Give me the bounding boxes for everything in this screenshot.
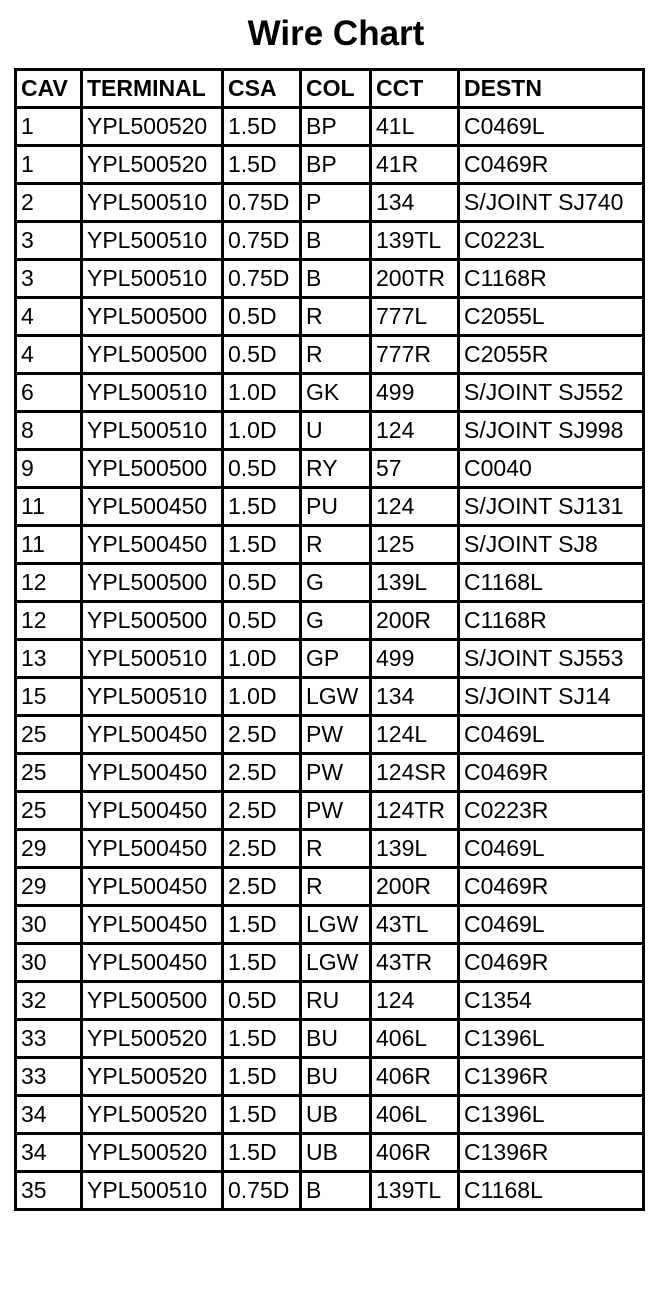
cell-cav: 25 — [16, 792, 82, 830]
cell-cav: 15 — [16, 678, 82, 716]
table-row — [16, 716, 644, 754]
table-row — [16, 1058, 644, 1096]
cell-terminal: YPL500450 — [82, 944, 223, 982]
cell-terminal: YPL500450 — [82, 830, 223, 868]
cell-csa: 0.5D — [223, 602, 301, 640]
cell-cct: 406L — [371, 1096, 459, 1134]
table-row — [16, 754, 644, 792]
cell-csa: 0.75D — [223, 260, 301, 298]
table-row — [16, 602, 644, 640]
cell-destn: C0223R — [459, 792, 644, 830]
cell-cct: 777R — [371, 336, 459, 374]
table-row — [16, 944, 644, 982]
cell-destn: C0469L — [459, 108, 644, 146]
cell-csa: 1.5D — [223, 488, 301, 526]
table-row — [16, 1096, 644, 1134]
table-row — [16, 488, 644, 526]
cell-cct: 777L — [371, 298, 459, 336]
table-header-row — [16, 70, 644, 108]
cell-csa: 2.5D — [223, 830, 301, 868]
cell-cct: 43TL — [371, 906, 459, 944]
column-header-cct: CCT — [371, 70, 459, 108]
table-row — [16, 564, 644, 602]
cell-terminal: YPL500450 — [82, 906, 223, 944]
cell-cct: 406R — [371, 1058, 459, 1096]
table-row — [16, 1172, 644, 1210]
cell-cav: 3 — [16, 222, 82, 260]
cell-csa: 1.0D — [223, 374, 301, 412]
cell-col: BP — [301, 108, 371, 146]
table-row — [16, 830, 644, 868]
cell-csa: 1.5D — [223, 146, 301, 184]
cell-terminal: YPL500510 — [82, 222, 223, 260]
cell-col: LGW — [301, 678, 371, 716]
cell-cav: 33 — [16, 1020, 82, 1058]
cell-col: B — [301, 1172, 371, 1210]
cell-cct: 139TL — [371, 222, 459, 260]
cell-terminal: YPL500500 — [82, 298, 223, 336]
cell-csa: 1.0D — [223, 640, 301, 678]
column-header-destn: DESTN — [459, 70, 644, 108]
cell-col: R — [301, 526, 371, 564]
table-row — [16, 222, 644, 260]
cell-destn: C0469R — [459, 868, 644, 906]
column-header-col: COL — [301, 70, 371, 108]
cell-csa: 0.5D — [223, 450, 301, 488]
cell-destn: C1168R — [459, 602, 644, 640]
cell-destn: C0469R — [459, 754, 644, 792]
cell-cav: 13 — [16, 640, 82, 678]
table-row — [16, 298, 644, 336]
cell-col: RU — [301, 982, 371, 1020]
cell-cct: 124L — [371, 716, 459, 754]
cell-terminal: YPL500450 — [82, 792, 223, 830]
cell-terminal: YPL500500 — [82, 564, 223, 602]
cell-destn: C1396L — [459, 1020, 644, 1058]
cell-col: U — [301, 412, 371, 450]
cell-cct: 41R — [371, 146, 459, 184]
cell-destn: S/JOINT SJ998 — [459, 412, 644, 450]
cell-cct: 139L — [371, 564, 459, 602]
cell-destn: S/JOINT SJ740 — [459, 184, 644, 222]
page-title: Wire Chart — [247, 14, 425, 53]
cell-cct: 200R — [371, 868, 459, 906]
cell-cct: 406L — [371, 1020, 459, 1058]
cell-terminal: YPL500520 — [82, 1058, 223, 1096]
cell-destn: C1396R — [459, 1134, 644, 1172]
cell-destn: C0469R — [459, 146, 644, 184]
cell-cav: 2 — [16, 184, 82, 222]
cell-cav: 8 — [16, 412, 82, 450]
cell-cav: 4 — [16, 336, 82, 374]
table-row — [16, 868, 644, 906]
cell-destn: C0040 — [459, 450, 644, 488]
cell-cav: 33 — [16, 1058, 82, 1096]
cell-csa: 0.5D — [223, 564, 301, 602]
cell-col: R — [301, 868, 371, 906]
cell-cct: 125 — [371, 526, 459, 564]
cell-col: R — [301, 336, 371, 374]
cell-terminal: YPL500510 — [82, 1172, 223, 1210]
cell-terminal: YPL500520 — [82, 146, 223, 184]
cell-csa: 1.5D — [223, 1134, 301, 1172]
cell-col: G — [301, 564, 371, 602]
cell-destn: C0469L — [459, 716, 644, 754]
cell-col: B — [301, 260, 371, 298]
table-row — [16, 260, 644, 298]
cell-destn: S/JOINT SJ553 — [459, 640, 644, 678]
cell-terminal: YPL500510 — [82, 640, 223, 678]
cell-col: B — [301, 222, 371, 260]
cell-col: GP — [301, 640, 371, 678]
cell-col: LGW — [301, 906, 371, 944]
cell-terminal: YPL500510 — [82, 412, 223, 450]
cell-cav: 1 — [16, 108, 82, 146]
cell-terminal: YPL500520 — [82, 108, 223, 146]
cell-cav: 9 — [16, 450, 82, 488]
cell-cct: 124SR — [371, 754, 459, 792]
column-header-csa: CSA — [223, 70, 301, 108]
cell-col: PU — [301, 488, 371, 526]
cell-destn: C0469L — [459, 906, 644, 944]
cell-cav: 29 — [16, 868, 82, 906]
cell-terminal: YPL500500 — [82, 336, 223, 374]
cell-cct: 124 — [371, 412, 459, 450]
cell-csa: 1.0D — [223, 412, 301, 450]
cell-cav: 6 — [16, 374, 82, 412]
cell-csa: 0.75D — [223, 1172, 301, 1210]
table-row — [16, 1020, 644, 1058]
cell-col: RY — [301, 450, 371, 488]
cell-cct: 139L — [371, 830, 459, 868]
table-row — [16, 336, 644, 374]
cell-destn: S/JOINT SJ552 — [459, 374, 644, 412]
cell-col: P — [301, 184, 371, 222]
cell-terminal: YPL500500 — [82, 602, 223, 640]
table-row — [16, 146, 644, 184]
cell-col: BU — [301, 1020, 371, 1058]
table-row — [16, 792, 644, 830]
cell-cav: 34 — [16, 1096, 82, 1134]
cell-cct: 139TL — [371, 1172, 459, 1210]
cell-terminal: YPL500450 — [82, 868, 223, 906]
cell-cav: 11 — [16, 526, 82, 564]
table-row — [16, 526, 644, 564]
cell-col: PW — [301, 716, 371, 754]
cell-cct: 134 — [371, 184, 459, 222]
cell-col: PW — [301, 754, 371, 792]
cell-cct: 124TR — [371, 792, 459, 830]
column-header-cav: CAV — [16, 70, 82, 108]
cell-csa: 1.0D — [223, 678, 301, 716]
cell-destn: S/JOINT SJ14 — [459, 678, 644, 716]
cell-cav: 3 — [16, 260, 82, 298]
cell-col: BU — [301, 1058, 371, 1096]
table-row — [16, 640, 644, 678]
table-row — [16, 906, 644, 944]
cell-csa: 1.5D — [223, 108, 301, 146]
cell-cav: 11 — [16, 488, 82, 526]
cell-cct: 499 — [371, 640, 459, 678]
cell-cav: 32 — [16, 982, 82, 1020]
cell-col: GK — [301, 374, 371, 412]
table-row — [16, 412, 644, 450]
cell-cct: 124 — [371, 982, 459, 1020]
cell-cct: 43TR — [371, 944, 459, 982]
cell-cav: 25 — [16, 716, 82, 754]
cell-csa: 2.5D — [223, 792, 301, 830]
cell-col: UB — [301, 1096, 371, 1134]
table-row — [16, 450, 644, 488]
cell-cav: 25 — [16, 754, 82, 792]
cell-col: UB — [301, 1134, 371, 1172]
cell-terminal: YPL500510 — [82, 374, 223, 412]
table-row — [16, 982, 644, 1020]
cell-csa: 0.5D — [223, 336, 301, 374]
cell-destn: C2055R — [459, 336, 644, 374]
table-body — [16, 108, 644, 1210]
cell-csa: 1.5D — [223, 1020, 301, 1058]
cell-destn: C1168L — [459, 564, 644, 602]
cell-col: BP — [301, 146, 371, 184]
cell-cct: 124 — [371, 488, 459, 526]
cell-csa: 2.5D — [223, 868, 301, 906]
cell-destn: C0469R — [459, 944, 644, 982]
cell-terminal: YPL500500 — [82, 450, 223, 488]
cell-terminal: YPL500510 — [82, 260, 223, 298]
cell-terminal: YPL500450 — [82, 716, 223, 754]
cell-col: G — [301, 602, 371, 640]
cell-cav: 35 — [16, 1172, 82, 1210]
cell-cav: 1 — [16, 146, 82, 184]
cell-cav: 30 — [16, 906, 82, 944]
cell-terminal: YPL500500 — [82, 982, 223, 1020]
cell-cct: 57 — [371, 450, 459, 488]
cell-cct: 200R — [371, 602, 459, 640]
cell-cct: 200TR — [371, 260, 459, 298]
cell-destn: C1168L — [459, 1172, 644, 1210]
cell-destn: C0469L — [459, 830, 644, 868]
cell-cav: 34 — [16, 1134, 82, 1172]
cell-terminal: YPL500520 — [82, 1020, 223, 1058]
cell-csa: 0.5D — [223, 982, 301, 1020]
cell-destn: C1354 — [459, 982, 644, 1020]
table-row — [16, 678, 644, 716]
cell-csa: 0.75D — [223, 184, 301, 222]
cell-csa: 1.5D — [223, 526, 301, 564]
cell-col: LGW — [301, 944, 371, 982]
cell-cct: 499 — [371, 374, 459, 412]
cell-cav: 4 — [16, 298, 82, 336]
cell-destn: C0223L — [459, 222, 644, 260]
cell-terminal: YPL500450 — [82, 526, 223, 564]
cell-cct: 406R — [371, 1134, 459, 1172]
cell-terminal: YPL500520 — [82, 1096, 223, 1134]
cell-csa: 1.5D — [223, 1058, 301, 1096]
column-header-terminal: TERMINAL — [82, 70, 223, 108]
cell-csa: 1.5D — [223, 1096, 301, 1134]
cell-destn: C1396L — [459, 1096, 644, 1134]
cell-cct: 134 — [371, 678, 459, 716]
cell-csa: 0.75D — [223, 222, 301, 260]
cell-csa: 2.5D — [223, 754, 301, 792]
table-row — [16, 374, 644, 412]
cell-csa: 0.5D — [223, 298, 301, 336]
wire-chart-table — [14, 68, 645, 1211]
cell-destn: S/JOINT SJ8 — [459, 526, 644, 564]
table-row — [16, 184, 644, 222]
cell-cav: 12 — [16, 564, 82, 602]
table-row — [16, 1134, 644, 1172]
cell-col: R — [301, 830, 371, 868]
cell-destn: C1168R — [459, 260, 644, 298]
cell-csa: 1.5D — [223, 944, 301, 982]
cell-terminal: YPL500450 — [82, 754, 223, 792]
cell-csa: 1.5D — [223, 906, 301, 944]
cell-col: PW — [301, 792, 371, 830]
cell-cav: 12 — [16, 602, 82, 640]
cell-cav: 29 — [16, 830, 82, 868]
cell-terminal: YPL500450 — [82, 488, 223, 526]
cell-cav: 30 — [16, 944, 82, 982]
cell-col: R — [301, 298, 371, 336]
cell-csa: 2.5D — [223, 716, 301, 754]
cell-terminal: YPL500520 — [82, 1134, 223, 1172]
cell-terminal: YPL500510 — [82, 184, 223, 222]
cell-destn: C1396R — [459, 1058, 644, 1096]
cell-destn: S/JOINT SJ131 — [459, 488, 644, 526]
cell-destn: C2055L — [459, 298, 644, 336]
table-row — [16, 108, 644, 146]
cell-cct: 41L — [371, 108, 459, 146]
cell-terminal: YPL500510 — [82, 678, 223, 716]
